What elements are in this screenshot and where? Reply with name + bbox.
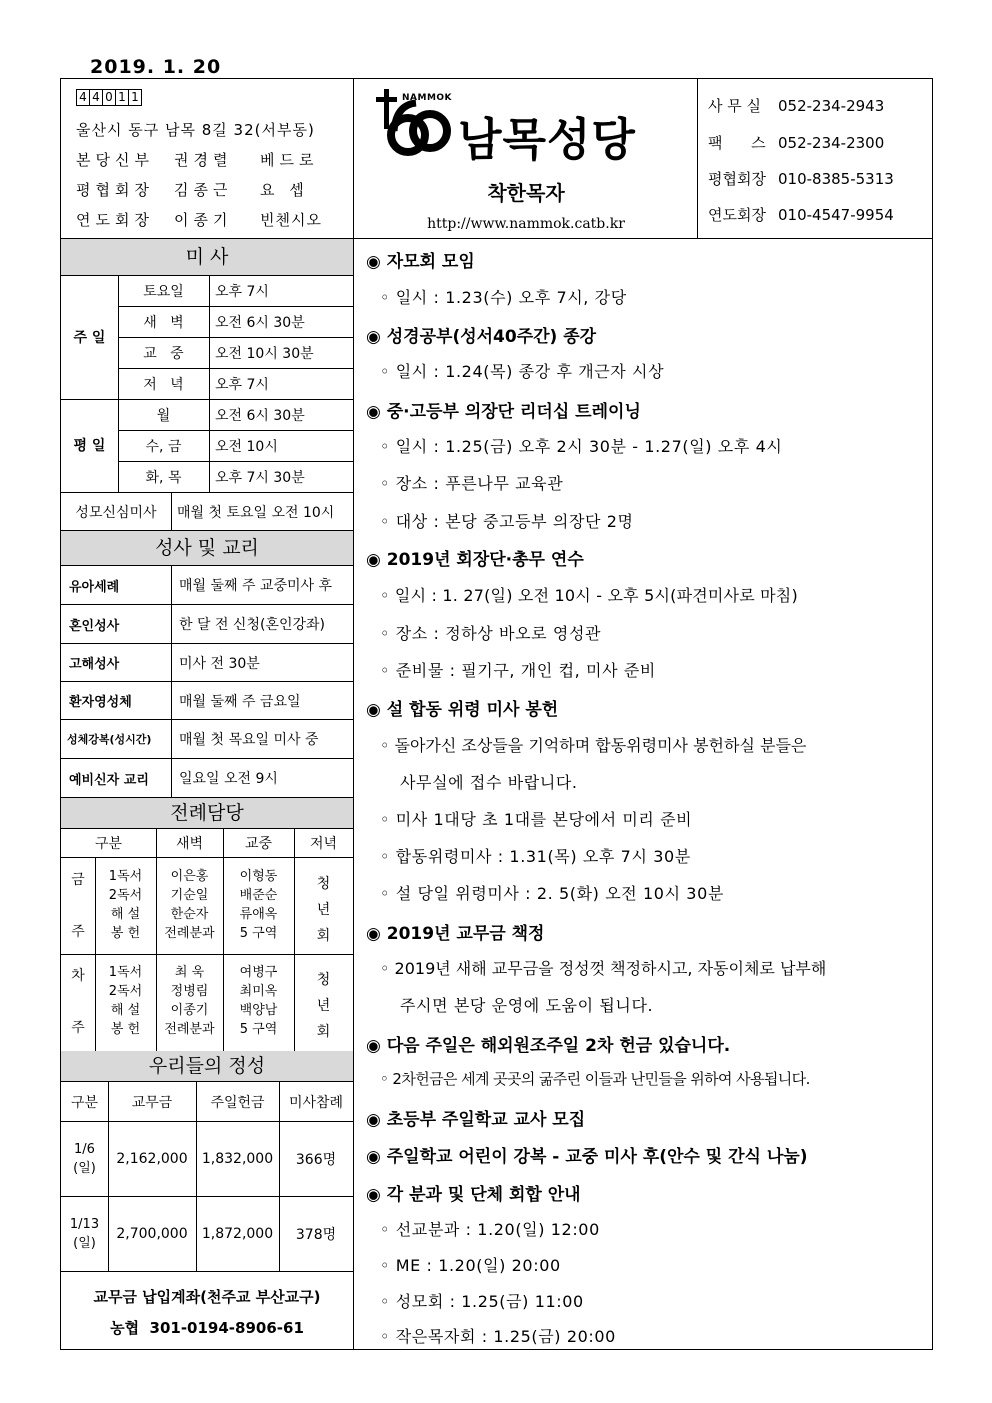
notice-detail: 사무실에 접수 바랍니다. — [400, 773, 578, 792]
staff-name: 이종기 — [174, 211, 233, 229]
contacts — [698, 79, 932, 239]
mass-title: 미 사 — [61, 239, 353, 276]
mass-time: 오후 7시 30분 — [209, 462, 353, 493]
liturgy-main: 이형동 배준순 류애옥 5 구역 — [239, 869, 278, 941]
logo-text: 남목성당 — [458, 113, 636, 166]
sacrament-value: 매월 첫 목요일 미사 중 — [171, 720, 353, 759]
zip-digit: 1 — [115, 89, 129, 106]
mass-day: 저 녁 — [118, 369, 209, 400]
notice-heading: ◉ 주일학교 어린이 강복 - 교중 미사 후(안수 및 간식 나눔) — [366, 1147, 808, 1167]
staff-row — [76, 209, 322, 230]
notice-detail: ◦ 일시 : 1. 27(일) 오전 10시 - 오후 5시(파견미사로 마침) — [380, 586, 798, 605]
liturgy-header: 구분 — [61, 829, 156, 858]
notice-detail: ◦ 성모회 : 1.25(금) 11:00 — [380, 1292, 584, 1311]
staff-role: 평협회장 — [76, 181, 154, 199]
notice-detail: ◦ 일시 : 1.25(금) 오후 2시 30분 - 1.27(일) 오후 4시 — [380, 437, 783, 456]
offering-date: 1/6 (일) — [61, 1122, 108, 1197]
notice-detail: ◦ 일시 : 1.23(수) 오후 7시, 강당 — [380, 288, 627, 307]
notice-heading: ◉ 중·고등부 의장단 리더십 트레이닝 — [366, 402, 641, 422]
notices — [354, 239, 932, 1349]
notice-heading: ◉ 초등부 주일학교 교사 모집 — [366, 1110, 586, 1130]
staff-name: 권경렬 — [174, 151, 233, 169]
staff-saint: 요 셉 — [260, 181, 309, 199]
contact-row: 사 무 실 052-234-2943 — [708, 97, 885, 115]
liturgy-header: 저녁 — [294, 829, 353, 858]
header — [61, 79, 932, 239]
offering-sunday: 1,832,000 — [196, 1122, 279, 1197]
notice-heading: ◉ 설 합동 위령 미사 봉헌 — [366, 700, 559, 720]
staff-row — [76, 179, 309, 200]
mass-day: 교 중 — [118, 338, 209, 369]
sacrament-value: 일요일 오전 9시 — [171, 759, 353, 798]
offering-title: 우리들의 정성 — [61, 1051, 353, 1082]
liturgy-evening: 청 년 회 — [316, 972, 331, 1040]
logo-small-text: NAMMOK — [402, 93, 453, 103]
account-title: 교무금 납입계좌(천주교 부산교구) — [93, 1288, 321, 1306]
notice-detail: ◦ 준비물 : 필기구, 개인 컵, 미사 준비 — [380, 661, 656, 680]
notice-detail: ◦ 장소 : 푸른나무 교육관 — [380, 474, 564, 493]
liturgy-header: 새벽 — [156, 829, 223, 858]
marian-mass-label: 성모신심미사 — [61, 493, 171, 531]
notice-detail: ◦ ME : 1.20(일) 20:00 — [380, 1256, 561, 1275]
notice-detail: ◦ 설 당일 위령미사 : 2. 5(화) 오전 10시 30분 — [380, 884, 724, 903]
liturgy-main: 여병구 최미옥 백양남 5 구역 — [239, 965, 278, 1037]
parish-info — [61, 79, 354, 239]
liturgy-evening: 청 년 회 — [316, 876, 331, 944]
notice-detail: ◦ 2019년 새해 교무금을 정성껏 책정하시고, 자동이체로 납부해 — [380, 959, 827, 978]
notice-detail: ◦ 일시 : 1.24(목) 종강 후 개근자 시상 — [380, 362, 665, 381]
mass-time: 오전 10시 30분 — [209, 338, 353, 369]
left-column — [61, 239, 354, 1349]
zip-code — [76, 89, 141, 106]
staff-saint: 빈첸시오 — [260, 211, 322, 229]
zip-digit: 4 — [89, 89, 103, 106]
liturgy-title: 전례담당 — [61, 798, 353, 829]
logo-block — [354, 79, 698, 239]
sacrament-value: 매월 둘째 주 교중미사 후 — [171, 566, 353, 605]
notice-detail: 주시면 본당 운영에 도움이 됩니다. — [400, 996, 654, 1015]
notice-detail: ◦ 돌아가신 조상들을 기억하며 합동위령미사 봉헌하실 분들은 — [380, 736, 807, 755]
sacraments-title: 성사 및 교리 — [61, 531, 353, 566]
sacrament-value: 미사 전 30분 — [171, 644, 353, 682]
sacrament-value: 매월 둘째 주 금요일 — [171, 682, 353, 720]
notice-detail: ◦ 작은목자회 : 1.25(금) 20:00 — [380, 1327, 616, 1346]
address: 울산시 동구 남목 8길 32(서부동) — [76, 121, 315, 139]
bulletin-frame — [60, 78, 933, 1350]
zip-digit: 1 — [128, 89, 142, 106]
notice-heading: ◉ 2019년 교무금 책정 — [366, 924, 545, 944]
offering-date: 1/13 (일) — [61, 1197, 108, 1272]
mass-time: 오후 7시 — [209, 276, 353, 307]
mass-day: 월 — [118, 400, 209, 431]
liturgy-roles: 1독서 2독서 해 설 봉 헌 — [108, 869, 143, 941]
sacrament-label: 예비신자 교리 — [61, 759, 171, 798]
website-link[interactable]: http://www.nammok.catb.kr — [427, 216, 625, 232]
week-label: 차 주 — [71, 968, 85, 1036]
marian-mass-time: 매월 첫 토요일 오전 10시 — [171, 493, 353, 531]
offering-attendance: 378명 — [279, 1197, 353, 1272]
zip-digit: 4 — [76, 89, 90, 106]
sunday-label: 주 일 — [61, 276, 118, 400]
notice-heading: ◉ 2019년 회장단·총무 연수 — [366, 550, 584, 570]
sacrament-value: 한 달 전 신청(혼인강좌) — [171, 605, 353, 644]
offering-header: 주일헌금 — [196, 1082, 279, 1122]
mass-day: 수, 금 — [118, 431, 209, 462]
sacrament-label: 성체강복(성시간) — [61, 720, 171, 759]
bulletin-date: 2019. 1. 20 — [90, 56, 222, 78]
offering-tithe: 2,162,000 — [108, 1122, 196, 1197]
contact-row: 팩 스 052-234-2300 — [708, 134, 885, 152]
notice-detail: ◦ 미사 1대당 초 1대를 본당에서 미리 준비 — [380, 810, 693, 829]
staff-role: 연도회장 — [76, 211, 154, 229]
notice-detail: ◦ 2차헌금은 세계 곳곳의 굶주린 이들과 난민들을 위하여 사용됩니다. — [380, 1070, 810, 1088]
notice-heading: ◉ 다음 주일은 해외원조주일 2차 헌금 있습니다. — [366, 1036, 731, 1056]
liturgy-roles: 1독서 2독서 해 설 봉 헌 — [108, 965, 143, 1037]
offering-attendance: 366명 — [279, 1122, 353, 1197]
mass-time: 오전 10시 — [209, 431, 353, 462]
contact-row: 연도회장 010-4547-9954 — [708, 206, 894, 224]
notice-detail: ◦ 합동위령미사 : 1.31(목) 오후 7시 30분 — [380, 847, 691, 866]
offering-tithe: 2,700,000 — [108, 1197, 196, 1272]
notice-heading: ◉ 각 분과 및 단체 회합 안내 — [366, 1185, 581, 1205]
notice-detail: ◦ 선교분과 : 1.20(일) 12:00 — [380, 1220, 600, 1239]
week-label: 금 주 — [71, 872, 85, 940]
sacrament-label: 혼인성사 — [61, 605, 171, 644]
offering-sunday: 1,872,000 — [196, 1197, 279, 1272]
account-number: 농협 301-0194-8906-61 — [110, 1319, 304, 1337]
offering-header: 구분 — [61, 1082, 108, 1122]
zip-digit: 0 — [102, 89, 116, 106]
sacrament-label: 유아세례 — [61, 566, 171, 605]
weekday-label: 평 일 — [61, 400, 118, 493]
mass-day: 새 벽 — [118, 307, 209, 338]
notice-detail: ◦ 대상 : 본당 중고등부 의장단 2명 — [380, 512, 634, 531]
notice-detail: ◦ 장소 : 정하상 바오로 영성관 — [380, 624, 602, 643]
notice-heading: ◉ 자모회 모임 — [366, 252, 475, 272]
offering-header: 미사참례 — [279, 1082, 353, 1122]
mass-time: 오전 6시 30분 — [209, 307, 353, 338]
offering-header: 교무금 — [108, 1082, 196, 1122]
mass-day: 화, 목 — [118, 462, 209, 493]
liturgy-dawn: 이은홍 기순일 한순자 전례분과 — [164, 869, 215, 941]
mass-time: 오전 6시 30분 — [209, 400, 353, 431]
mass-time: 오후 7시 — [209, 369, 353, 400]
bulletin-subtitle: 착한목자 — [487, 181, 565, 205]
sacrament-label: 고해성사 — [61, 644, 171, 682]
sacrament-label: 환자영성체 — [61, 682, 171, 720]
liturgy-dawn: 최 욱 정병림 이종기 전례분과 — [164, 965, 215, 1037]
notice-heading: ◉ 성경공부(성서40주간) 종강 — [366, 327, 597, 347]
liturgy-header: 교중 — [223, 829, 294, 858]
mass-day: 토요일 — [118, 276, 209, 307]
parish-logo — [372, 87, 682, 167]
staff-saint: 베드로 — [260, 151, 319, 169]
staff-name: 김종근 — [174, 181, 233, 199]
staff-role: 본당신부 — [76, 151, 154, 169]
staff-row — [76, 149, 318, 170]
contact-row: 평협회장 010-8385-5313 — [708, 170, 894, 188]
